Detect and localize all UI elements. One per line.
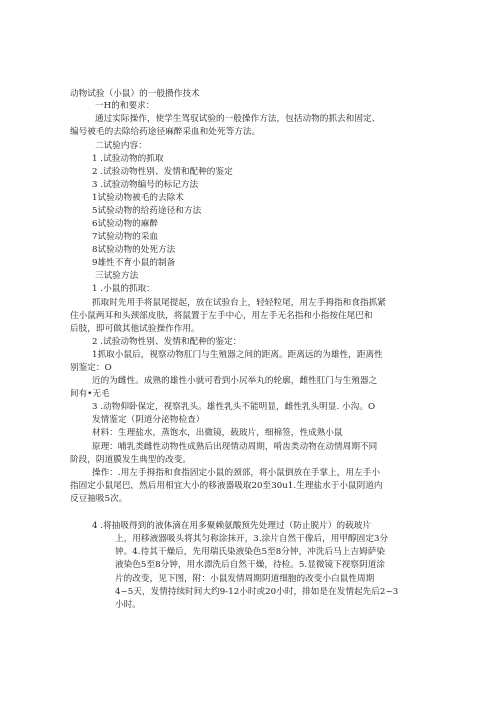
paragraph-line: 阶段，阴道膜发生典型的改变。	[70, 455, 192, 465]
paragraph-line: 反豆抽吸5次。	[70, 494, 128, 504]
subsection-heading: 1 .小鼠的抓取：	[92, 284, 155, 294]
paragraph-line: 别鉴定：O	[70, 363, 112, 373]
list-item: 2 .试验动物性别、发情和配种的鉴定	[92, 167, 233, 177]
paragraph-line: 指固定小鼠尾巴，然后用相宜大小的移液器吸取20至30u1.生理盐水于小鼠阴道内	[70, 481, 383, 491]
paragraph-line: 片的改变，见下图，附：小鼠发情周期阴道细胞的改变小白鼠性周期	[115, 574, 375, 584]
list-item: 6试验动物的麻醉	[92, 219, 159, 229]
section-heading-method: 三试验方法	[95, 271, 139, 281]
paragraph-line: 3 .动物仰卧保定，视察乳头。雄性乳头不能明显，雌性乳头明显. 小沟。O	[92, 402, 376, 412]
paragraph-line: 通过实际操作，使学生驾驭试验的一般操作方法，包括动物的抓去和固定、	[95, 114, 381, 124]
paragraph-line: 4 .将抽吸得到的液体滴在用多聚赖氨酸预先处理过（防止脱片）的载玻片	[92, 521, 372, 531]
subsection-heading: 发情鉴定（阴道分泌物检查）	[92, 415, 205, 425]
paragraph-line: 4~5天，发情持续时间大约9-12小时或20小时，排如是在发情起先后2~3	[115, 587, 399, 597]
paragraph-line: 操作：.用左手拇指和食指固定小鼠的颈部，将小鼠倒放在手掌上，用左手小	[92, 468, 381, 478]
section-heading-purpose: 一H的和要求：	[95, 101, 155, 111]
paragraph-line: 近的为雌性。成熟的雄性小就可看到小尻举丸的轮廓，雌性肛门与生殖器之	[92, 376, 378, 386]
paragraph-line: 抓取时先用手将鼠尾提起，放在试验台上，轻轻粒尾，用左手拇指和食指抓紧	[92, 298, 386, 308]
paragraph-line: 住小鼠两耳和头颈部皮肤，将鼠置于左手中心，用左手无名指和小指按住尾巴和	[70, 311, 373, 321]
paragraph-line: 上，用移液器吸头将其匀称涂抹开，3.涂片自然干像后，用甲醇固定3分	[115, 534, 389, 544]
list-item: 1 .试验动物的抓取	[92, 154, 164, 164]
list-item: 1试验动物被毛的去除术	[92, 193, 184, 203]
paragraph-line: 钟。4.待其干燥后，先用瑞氏染液染色5至8分钟，冲洗后马上吉姆萨染	[115, 547, 386, 557]
paragraph-line: 编号被毛的去除给药途径麻醉采血和处死等方法。	[70, 127, 261, 137]
section-heading-content: 二试验内容：	[95, 141, 147, 151]
list-item: 9雄性不育小鼠的制备	[92, 258, 176, 268]
paragraph-line: 材料：生理盐水，蒸饱水，出微镜，载玻片，细棉签，性成熟小鼠	[92, 428, 343, 438]
list-item: 5试验动物的给药途径和方法	[92, 206, 202, 216]
list-item: 7试验动物的采血	[92, 232, 159, 242]
paragraph-line: 间有•无毛	[70, 389, 110, 399]
paragraph-line: 1抓取小鼠后，视察动物肛门与生殖器之间的距离。距离远的为雄性，距离性	[92, 350, 383, 360]
list-item: 3 .试验动物编号的标记方法	[92, 180, 199, 190]
paragraph-line: 后肢，即可做其他试验操作作用。	[70, 324, 200, 334]
document-title: 动物试验（小鼠）的一般攒作技术	[70, 89, 200, 99]
paragraph-line: 原理：哺乳类雌性动物性成熟后出现情动周期，啃齿类动物在动情周期不同	[92, 442, 378, 452]
list-item: 8试验动物的处死方法	[92, 245, 176, 255]
subsection-heading: 2 .试验动物性别、发情和配种的鉴定：	[92, 337, 242, 347]
paragraph-line: 液染色5至8分钟，用水漂洗后自然干燥，待检。5.显微镜下视察阴道涂	[115, 560, 386, 570]
paragraph-line: 小时。	[115, 600, 141, 610]
